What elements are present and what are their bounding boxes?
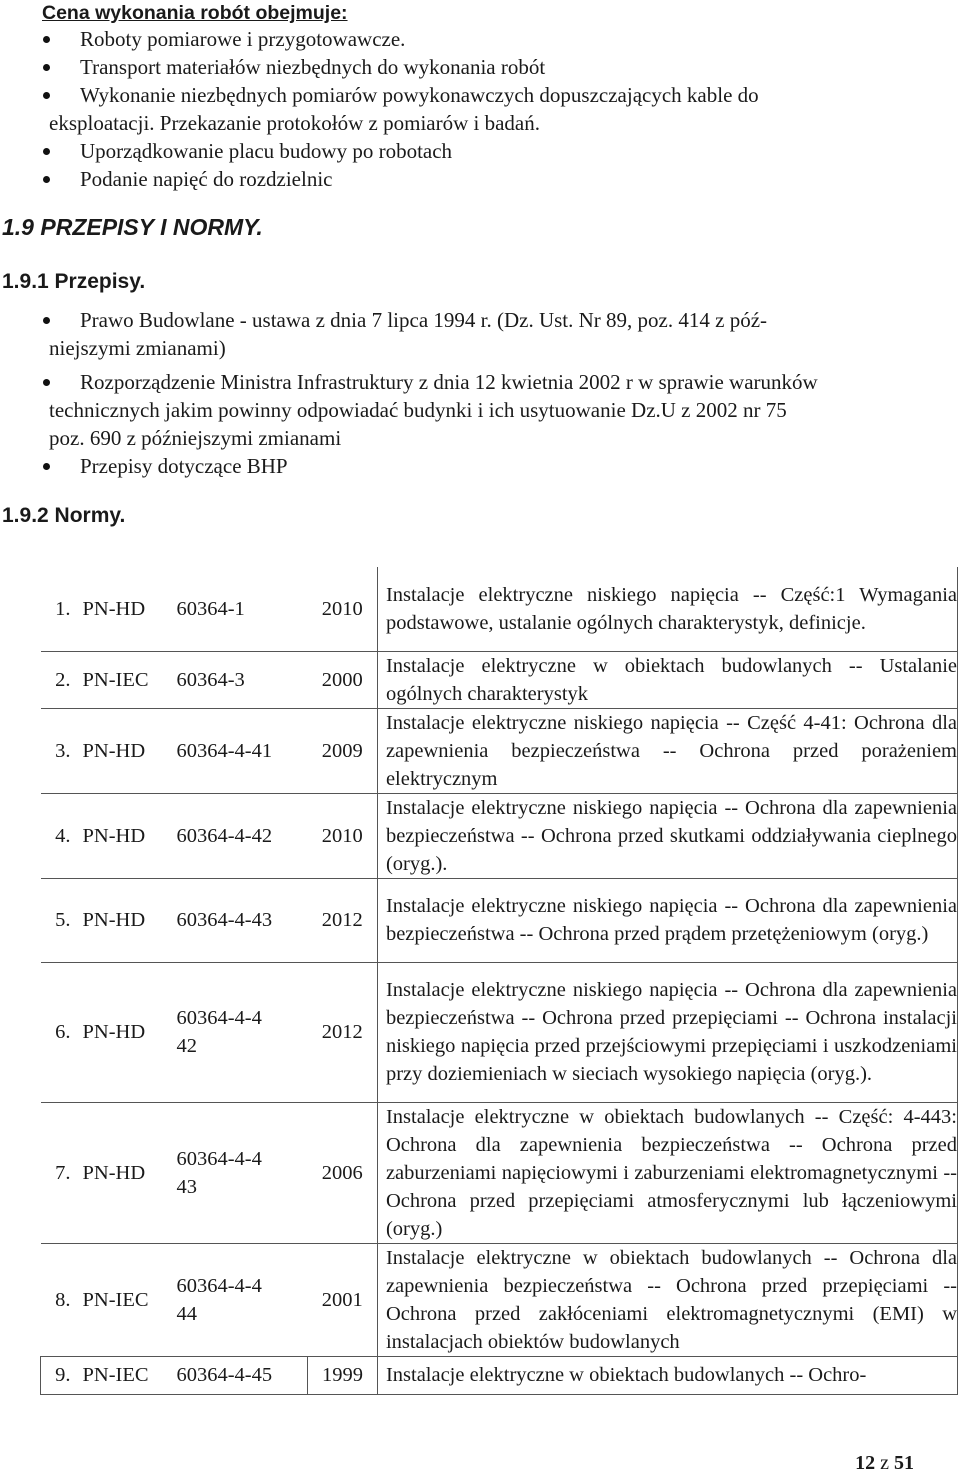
table-row: 3. PN-HD 60364-4-41 2009 Instalacje elektryczne niskiego napięcia -- Część 4-41: Ochrona dla zapewnienia bezpieczeństwa -- Ochrona przed porażeniem elektrycznym <box>41 708 958 793</box>
przepisy-list <box>0 306 920 480</box>
table-row: 9. PN-IEC 60364-4-45 1999 Instalacje elektryczne w obiektach budowlanych -- Ochro- <box>41 1356 958 1394</box>
list-item: Przepisy dotyczące BHP <box>0 452 920 480</box>
normy-table <box>40 567 958 1395</box>
page-number: 12 z 51 <box>855 1452 914 1474</box>
bullet-icon <box>43 148 50 155</box>
list-item: Roboty pomiarowe i przygotowawcze. <box>0 25 920 53</box>
table-row: 7. PN-HD 60364-4-443 2006 Instalacje elektryczne w obiektach budowlanych -- Część: 4-443: Ochrona dla zapewnienia bezpieczeństwa -- Ochrona przed zaburzeniami napięciowymi i zaburzeniami elektromagnetycznymi -- Ochrona przed przepięciami atmosferycznymi lub łączeniowymi (oryg.) <box>41 1102 958 1243</box>
bullet-icon <box>43 379 50 386</box>
table-row: 1. PN-HD 60364-1 2010 Instalacje elektryczne niskiego napięcia -- Część:1 Wymagania podstawowe, ustalanie ogólnych charakterystyk, definicje. <box>41 567 958 651</box>
table-row: 8. PN-IEC 60364-4-444 2001 Instalacje elektryczne w obiektach budowlanych -- Ochrona dla zapewnienia bezpieczeństwa -- Ochrona przed przepięciami -- Ochrona przed zakłóceniami elektromagnetycznymi (EMI) w instalacjach obiektów budowlanych <box>41 1243 958 1356</box>
list-item: Wykonanie niezbędnych pomiarów powykonawczych dopuszczających kable do eksploatacji. Przekazanie protokołów z pomiarów i badań. <box>0 81 920 137</box>
intro-title: Cena wykonania robót obejmuje: <box>42 2 348 24</box>
bullet-icon <box>43 36 50 43</box>
przepisy-heading: 1.9.1 Przepisy. <box>2 270 146 293</box>
list-item: Podanie napięć do rozdzielnic <box>0 165 920 193</box>
bullet-icon <box>43 92 50 99</box>
bullet-icon <box>43 64 50 71</box>
list-item: Transport materiałów niezbędnych do wykonania robót <box>0 53 920 81</box>
table-row: 4. PN-HD 60364-4-42 2010 Instalacje elektryczne niskiego napięcia -- Ochrona dla zapewnienia bezpieczeństwa -- Ochrona przed skutkami oddziaływania cieplnego (oryg.). <box>41 793 958 878</box>
normy-heading: 1.9.2 Normy. <box>2 504 126 527</box>
list-item: Prawo Budowlane - ustawa z dnia 7 lipca 1994 r. (Dz. Ust. Nr 89, poz. 414 z póź- niejszymi zmianami) <box>0 306 920 362</box>
bullet-icon <box>43 176 50 183</box>
list-item: Uporządkowanie placu budowy po robotach <box>0 137 920 165</box>
table-row: 2. PN-IEC 60364-3 2000 Instalacje elektryczne w obiektach budowlanych -- Ustalanie ogólnych charakterystyk <box>41 651 958 708</box>
section-heading: 1.9 PRZEPISY I NORMY. <box>2 214 263 240</box>
list-item: Rozporządzenie Ministra Infrastruktury z dnia 12 kwietnia 2002 r w sprawie warunków technicznych jakim powinny odpowiadać budynki i ich usytuowanie Dz.U z 2002 nr 75 poz. 690 z późniejszymi zmianami <box>0 368 920 452</box>
bullet-icon <box>43 317 50 324</box>
table-row: 6. PN-HD 60364-4-442 2012 Instalacje elektryczne niskiego napięcia -- Ochrona dla zapewnienia bezpieczeństwa -- Ochrona przed przepięciami -- Ochrona instalacji niskiego napięcia przed przejściowymi przepięciami i uszkodzeniami przy doziemieniach w sieciach wysokiego napięcia (oryg.). <box>41 962 958 1102</box>
bullet-icon <box>43 463 50 470</box>
table-row: 5. PN-HD 60364-4-43 2012 Instalacje elektryczne niskiego napięcia -- Ochrona dla zapewnienia bezpieczeństwa -- Ochrona przed prądem przetężeniowym (oryg.) <box>41 878 958 962</box>
intro-list <box>0 25 920 193</box>
